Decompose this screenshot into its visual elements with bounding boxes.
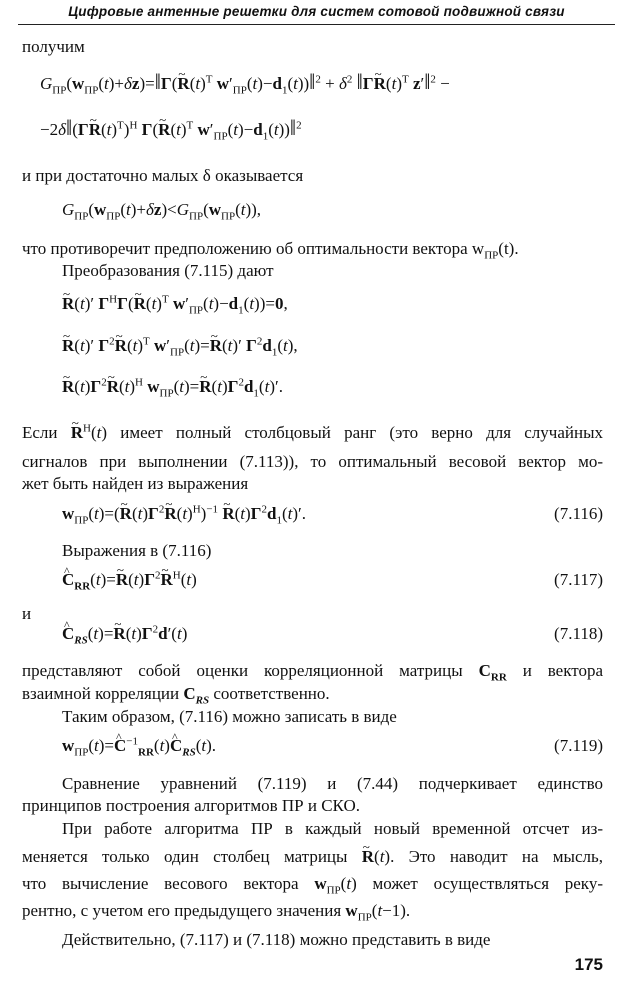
formula-7-118: ^ $C_{RS}(t)=\sim$ $R(t)\Gamma^2d'(t)$ xyxy=(62,622,187,646)
formula-g-expansion-line2: −2δ‖(Γ~ $R(t)^T)^H$ Γ(~ $R(t)^T$ $w'_{ПР}(t)-d_1(t))‖^2$ xyxy=(40,116,302,142)
running-head: Цифровые антенные решетки для систем сотовой подвижной связи xyxy=(68,4,565,19)
equation-number: (7.119) xyxy=(554,736,603,755)
text-line: получим xyxy=(22,37,85,56)
equation-number: (7.117) xyxy=(554,570,603,589)
text-line: меняется только один столбец матрицы ~ R(t). Это наводит на мысль, xyxy=(22,846,603,868)
text-line: и при достаточно малых δ оказывается xyxy=(22,166,304,185)
page-number: 175 xyxy=(574,955,603,974)
text-line: Преобразования (7.115) дают xyxy=(62,261,274,280)
text-line: Если ~ $R^H(t)$ имеет полный столбцовый ранг (это верно для случайных xyxy=(22,422,603,444)
formula-7-119: $w_{ПР}(t)=\^{}$ $C^{-1}_{RR}(t)\^{}$ $C_{RS}(t)$. xyxy=(62,734,216,758)
text-line: Сравнение уравнений (7.119) и (7.44) подчеркивает единство xyxy=(62,774,603,793)
formula-transform-1: ~ R(t)′ $\Gamma^H\Gamma(\sim$ $R(t)^T$ $w'_{ПР}(t)-d_1(t))=0$, xyxy=(62,292,288,316)
text-line: взаимной корреляции $C_{RS}$ соответственно. xyxy=(22,684,330,707)
formula-transform-2: ~ R(t)′ $\Gamma^2\sim$ $R(t)^T$ $w'_{ПР}(t)=\sim$ R(t)′ $\Gamma^2d_1(t)$, xyxy=(62,334,298,358)
equation-number: (7.118) xyxy=(554,624,603,643)
header-rule xyxy=(18,24,615,25)
text-line: что вычисление весового вектора $w_{ПР}(t)$ может осуществляться реку- xyxy=(22,874,603,897)
text-line: представляют собой оценки корреляционной матрицы $C_{RR}$ и вектора xyxy=(22,661,604,684)
equation-number: (7.116) xyxy=(554,504,603,523)
text-line: и xyxy=(22,604,32,623)
text-line: сигналов при выполнении (7.113)), то оптимальный весовой вектор мо- xyxy=(22,452,603,471)
formula-transform-3: ~ $R(t)\Gamma^2\sim$ $R(t)^H$ $w_{ПР}(t)=\sim$ $R(t)\Gamma^2d_1(t)'$. xyxy=(62,375,283,399)
text-line: При работе алгоритма ПР в каждый новый временной отсчет из- xyxy=(62,819,603,838)
text-line: Выражения в (7.116) xyxy=(62,541,212,560)
formula-g-expansion-line1: $G_{ПР}(w_{ПР}(t)+\delta z)=‖\Gamma(\sim$ $R(t)^T$ $w'_{ПР}(t)-d_1(t))‖^2 + \delta^2$ ‖Γ~ $R(t)^T$ z′‖$^2$ − xyxy=(40,70,450,96)
formula-7-117: ^ $C_{RR}(t)=\sim$ $R(t)\Gamma^2\sim$ $R^H(t)$ xyxy=(62,568,197,592)
formula-7-116: $w_{ПР}(t)=(\sim$ $R(t)\Gamma^2\sim$ $R(t)^H)^{-1}$ ~ $R(t)\Gamma^2d_1(t)'$. xyxy=(62,502,306,526)
text-line: Действительно, (7.117) и (7.118) можно представить в виде xyxy=(62,930,491,949)
text-line: принципов построения алгоритмов ПР и СКО. xyxy=(22,796,360,815)
text-line: Таким образом, (7.116) можно записать в виде xyxy=(62,707,397,726)
text-line: рентно, с учетом его предыдущего значения $w_{ПР}(t-1)$. xyxy=(22,901,411,924)
text-line: жет быть найден из выражения xyxy=(22,474,249,493)
formula-g-inequality: $G_{ПР}(w_{ПР}(t)+\delta z)<G_{ПР}(w_{ПР}(t))$, xyxy=(62,200,262,223)
text-line: что противоречит предположению об оптимальности вектора $w_{ПР}(t)$. xyxy=(22,239,519,262)
